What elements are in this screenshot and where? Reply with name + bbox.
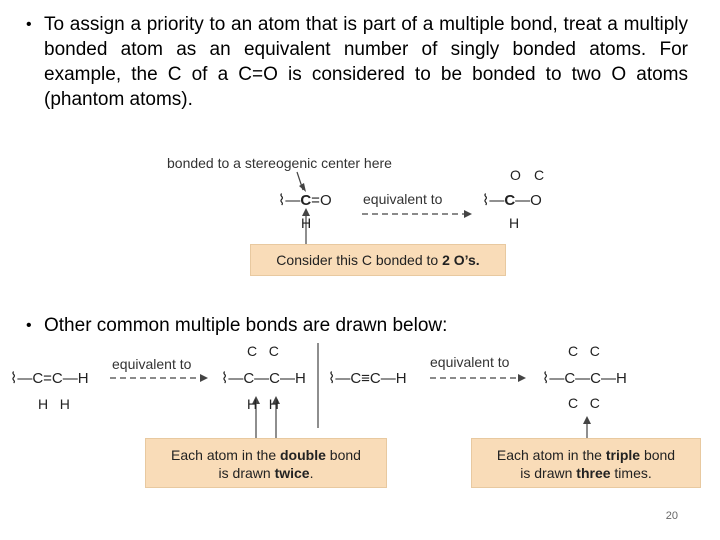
bullet-marker: •: [26, 317, 32, 334]
atom-o: O: [319, 192, 332, 209]
callout-bold: 2 O’s.: [442, 252, 480, 268]
stereocenter-label: bonded to a stereogenic center here: [167, 155, 392, 171]
bullet-2-text: Other common multiple bonds are drawn below:: [44, 315, 448, 336]
callout-phantom: [250, 244, 506, 276]
callout-double-line1: Each atom in the double bond: [171, 447, 361, 463]
alkene: ⌇—C=C—H: [10, 370, 89, 387]
bullet-2: [26, 313, 706, 338]
bullet-1-text: To assign a priority to an atom that is part of a multiple bond, treat a multiply bonded atom as an equivalent number of singly bonded atoms. For example, the C of a C=O is considered to be bonded to two O atoms (phantom atoms).: [44, 14, 688, 110]
atom-o: O: [530, 192, 542, 209]
carbonyl-left: ⌇—C=O: [278, 192, 332, 209]
carbonyl-right-h: H: [509, 215, 520, 231]
atom-c: C: [300, 192, 312, 209]
squiggle-icon: ⌇: [482, 192, 490, 209]
alkyne-equiv-bottom: C C: [568, 395, 600, 411]
callout-double-line2: is drawn twice.: [218, 465, 314, 481]
callout-triple-line2: is drawn three times.: [520, 465, 652, 481]
alkene-equiv-top: C C: [247, 343, 279, 359]
equivalent-label: equivalent to: [363, 191, 443, 207]
squiggle-icon: ⌇: [278, 192, 286, 209]
alkyne: ⌇—C≡C—H: [328, 370, 407, 387]
page-number: 20: [665, 510, 678, 522]
carbonyl-left-h: H: [301, 215, 312, 231]
callout-triple-line1: Each atom in the triple bond: [496, 447, 676, 463]
double-bond: =: [311, 192, 320, 209]
callout-text: Consider this C bonded to: [276, 252, 443, 268]
carbonyl-right: ⌇—C—O: [482, 192, 542, 209]
callout-triple-bond: [471, 438, 701, 488]
alkene-h: H H: [38, 396, 70, 412]
atom-c: C: [504, 192, 516, 209]
equivalent-label-right: equivalent to: [430, 354, 510, 370]
equivalent-label-left: equivalent to: [112, 356, 192, 372]
alkene-equiv: ⌇—C—C—H: [221, 370, 306, 387]
alkyne-equiv: ⌇—C—C—H: [542, 370, 627, 387]
bullet-marker: •: [26, 16, 32, 33]
phantom-c: C: [534, 167, 545, 183]
alkene-equiv-bottom: H H: [247, 396, 279, 412]
callout-double-bond: [145, 438, 387, 488]
alkyne-equiv-top: C C: [568, 343, 600, 359]
phantom-o: O: [510, 167, 521, 183]
